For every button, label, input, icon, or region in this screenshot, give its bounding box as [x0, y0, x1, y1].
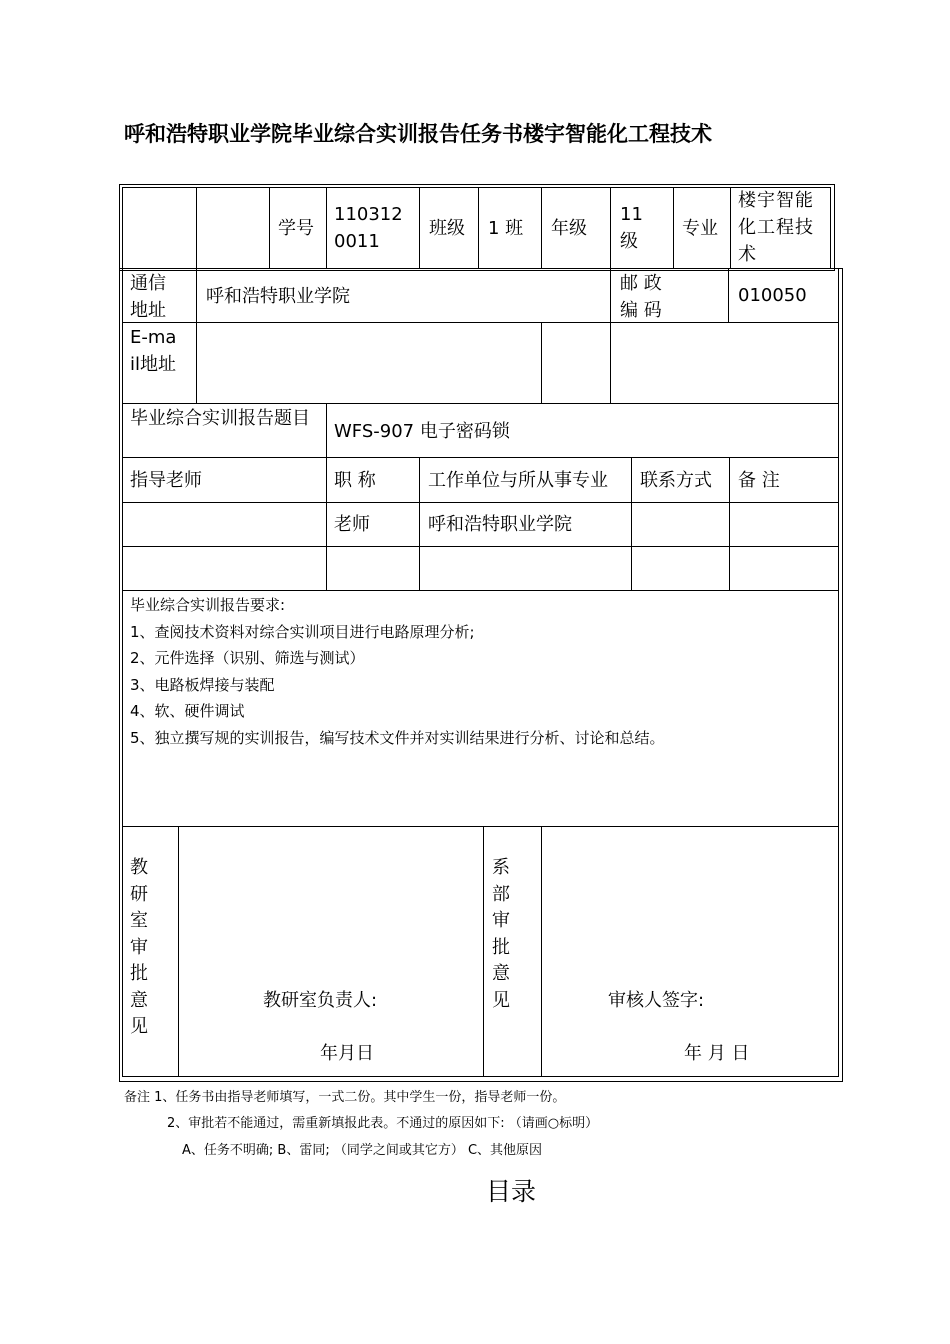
- grade-value: 11 级: [620, 204, 643, 252]
- class-label: 班级: [429, 218, 465, 239]
- row-line: [122, 590, 838, 591]
- major-value: 楼宇智能化工程技术: [738, 190, 814, 265]
- col-line: [673, 187, 674, 268]
- major-label: 专业: [682, 218, 718, 239]
- dept-office-head-signature-label: 教研室负责人:: [263, 990, 378, 1011]
- topic-label: 毕业综合实训报告题目: [130, 408, 310, 429]
- col-line: [196, 187, 197, 268]
- requirement-item: 3、电路板焊接与装配: [130, 676, 275, 694]
- col-line: [478, 187, 479, 268]
- col-line: [730, 187, 731, 268]
- col-line: [122, 187, 123, 1077]
- col-line: [838, 268, 839, 1077]
- postcode-value: 010050: [738, 285, 807, 306]
- requirement-item: 1、查阅技术资料对综合实训项目进行电路原理分析;: [130, 623, 475, 641]
- page-title: 呼和浩特职业学院毕业综合实训报告任务书楼宇智能化工程技术: [124, 122, 712, 146]
- requirement-item: 2、元件选择（识别、筛选与测试）: [130, 649, 365, 667]
- col-line: [178, 826, 179, 1076]
- col-line: [269, 187, 270, 268]
- title-header: 职 称: [334, 470, 376, 491]
- student-id-value: 110312 0011: [334, 204, 403, 252]
- toc-heading: 目录: [486, 1177, 537, 1206]
- topic-value: WFS-907 电子密码锁: [334, 421, 510, 442]
- department-approval-label: 系部审批意见: [492, 857, 510, 1011]
- col-line: [610, 268, 611, 403]
- row-line: [122, 403, 838, 404]
- postcode-label: 邮 政 编 码: [620, 273, 662, 321]
- remark-header: 备 注: [738, 470, 780, 491]
- dept-office-date-label: 年月日: [320, 1043, 374, 1064]
- row-line: [122, 457, 838, 458]
- note-line-3: A、任务不明确; B、雷同; （同学之间或其它方） C、其他原因: [182, 1143, 543, 1158]
- row-line: [122, 826, 838, 827]
- col-line: [483, 826, 484, 1076]
- row-line: [122, 268, 838, 269]
- note-line-1: 备注 1、任务书由指导老师填写，一式二份。其中学生一份，指导老师一份。: [124, 1090, 566, 1105]
- advisor-header: 指导老师: [130, 470, 202, 491]
- contact-header: 联系方式: [640, 470, 712, 491]
- department-date-label: 年 月 日: [684, 1043, 750, 1064]
- requirement-item: 5、独立撰写规的实训报告，编写技术文件并对实训结果进行分析、讨论和总结。: [130, 729, 665, 747]
- reviewer-signature-label: 审核人签字:: [608, 990, 705, 1011]
- col-line: [326, 403, 327, 590]
- col-line: [541, 826, 542, 1076]
- teacher-unit-value: 呼和浩特职业学院: [428, 514, 572, 535]
- dept-office-approval-label: 教研室审批意见: [130, 857, 148, 1037]
- col-line: [610, 187, 611, 268]
- requirements-heading: 毕业综合实训报告要求:: [130, 596, 286, 614]
- row-line: [122, 187, 831, 188]
- col-line: [728, 268, 729, 322]
- address-value: 呼和浩特职业学院: [206, 286, 350, 307]
- row-line: [122, 546, 838, 547]
- row-line: [122, 502, 838, 503]
- email-label: E-mail地址: [130, 327, 177, 375]
- student-id-label: 学号: [278, 218, 314, 239]
- grade-label: 年级: [551, 218, 587, 239]
- table-outer-frame-top: [119, 184, 835, 271]
- unit-header: 工作单位与所从事专业: [428, 470, 608, 491]
- class-value: 1 班: [488, 218, 524, 239]
- col-line: [830, 187, 831, 268]
- teacher-title-value: 老师: [334, 514, 370, 535]
- requirement-item: 4、软、硬件调试: [130, 702, 245, 720]
- col-line: [326, 187, 327, 268]
- col-line: [419, 457, 420, 590]
- note-line-2: 2、审批若不能通过，需重新填报此表。不通过的原因如下: （请画○标明）: [167, 1116, 599, 1131]
- col-line: [541, 187, 542, 268]
- col-line: [196, 268, 197, 403]
- col-line: [541, 322, 542, 403]
- row-line: [122, 322, 838, 323]
- row-line: [122, 1076, 838, 1077]
- col-line: [419, 187, 420, 268]
- col-line: [631, 457, 632, 590]
- address-label: 通信地址: [130, 273, 166, 321]
- col-line: [729, 457, 730, 590]
